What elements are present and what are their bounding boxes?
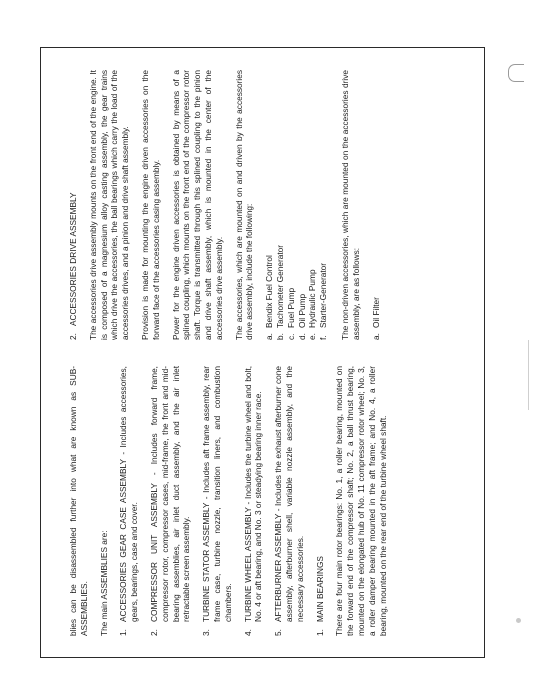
list-letter: e. [307, 333, 318, 340]
item-number: 1. [118, 629, 129, 636]
item-number: 5. [273, 629, 284, 636]
list-text: Oil Filter [370, 297, 381, 328]
list-letter: a. [370, 333, 381, 340]
scan-mark [516, 618, 521, 623]
list-letter: c. [285, 333, 296, 340]
section-number: 2. [68, 333, 78, 340]
intro-paragraph: blies can be disassembled further into what are known as SUB-ASSEMBLIES. [68, 366, 89, 636]
accessories-drive-heading [68, 70, 79, 340]
list-letter: d. [296, 333, 307, 340]
item-text: TURBINE STATOR ASSEMBLY - Includes aft frame assembly, rear frame case, turbine nozzle, transition liners, and combustion chambers. [201, 366, 233, 622]
item-text: ACCESSORIES GEAR CASE ASSEMBLY - Includes accessories, gears, bearings, case and cover. [118, 366, 140, 622]
section-title: MAIN BEARINGS [314, 556, 325, 622]
assembly-item [273, 366, 305, 636]
list-item [371, 70, 382, 340]
list-item [297, 70, 308, 340]
list-item [318, 70, 329, 340]
item-number: 4. [242, 629, 253, 636]
assembly-item [149, 366, 192, 636]
item-number: 2. [148, 629, 159, 636]
main-bearings-paragraph: There are four main rotor bearings: No. 1, a roller bearing, mounted on the forward end of the compressor shaft; No. 2, a ball thrust bearing, mounted on the elongated hub of No. 11 compressor rotor wheel; No. 3, a roller damper bearing mounted in the aft frame; and No. 4, a roller bearing, mounted on the rear end of the turbine wheel shaft. [334, 366, 388, 636]
item-number: 3. [201, 629, 212, 636]
assembly-item [201, 366, 233, 636]
list-text: Starter-Generator [318, 262, 329, 328]
page-edge-line [528, 340, 529, 410]
section-title: ACCESSORIES DRIVE ASSEMBLY [68, 192, 78, 326]
list-text: Bendix Fuel Control [264, 255, 275, 328]
paragraph: The non-driven accessories, which are mounted on the accessories drive assembly, are as follows: [339, 70, 361, 340]
left-column [68, 366, 397, 636]
list-item [275, 70, 286, 340]
main-bearings-heading [315, 366, 326, 636]
paragraph: The accessories, which are mounted on and driven by the accessories drive assembly, include the following: [233, 70, 255, 340]
list-letter: a. [264, 333, 275, 340]
item-text: AFTERBURNER ASSEMBLY - Includes the exhaust afterburner cone assembly, afterburner shell, variable nozzle assembly, and the necessary accessories. [273, 366, 305, 622]
binder-tab-mark [508, 64, 524, 82]
list-letter: b. [274, 333, 285, 340]
right-column [68, 70, 392, 340]
list-text: Tachometer Generator [274, 244, 285, 328]
paragraph: Provision is made for mounting the engine driven accessories on the forward face of the accessories casing assembly. [139, 70, 161, 340]
driven-accessories-list [264, 70, 329, 340]
paragraph: Power for the engine driven accessories is obtained by means of a splined coupling, which mounts on the front end of the compressor rotor shaft. Torque is transmitted through this splined coupling to the pinion and drive shaft assembly, which is mounted in the center of the accessories drive assembly. [170, 70, 224, 340]
non-driven-accessories-list [371, 70, 382, 340]
assembly-item [243, 366, 265, 636]
item-text: TURBINE WHEEL ASSEMBLY - Includes the turbine wheel and bolt, No. 4 or aft bearing, and No. 3 or steadying bearing inner race. [242, 366, 264, 622]
list-text: Oil Pump [296, 293, 307, 328]
list-text: Fuel Pump [285, 287, 296, 328]
list-item [264, 70, 275, 340]
item-text: COMPRESSOR UNIT ASSEMBLY - Includes forward frame, compressor rotor, compressor cases, mid-frame, the front and mid-bearing assemblies, air inlet duct assembly, and the air inlet retractable screen assembly. [148, 366, 192, 622]
list-letter: f. [318, 335, 329, 340]
list-item [286, 70, 297, 340]
list-text: Hydraulic Pump [307, 269, 318, 328]
list-item [307, 70, 318, 340]
section-number: 1. [314, 629, 325, 636]
paragraph: The accessories drive assembly mounts on the front end of the engine. It is composed of a magnesium alloy casting assembly, the gear trains which drive the accessories, the ball bearings which carry the load of the accessories drives, and a pinion and drive shaft assembly. [87, 70, 131, 340]
assembly-item [118, 366, 140, 636]
rotated-page-content [68, 56, 460, 636]
main-assemblies-heading: The main ASSEMBLIES are: [98, 530, 109, 636]
